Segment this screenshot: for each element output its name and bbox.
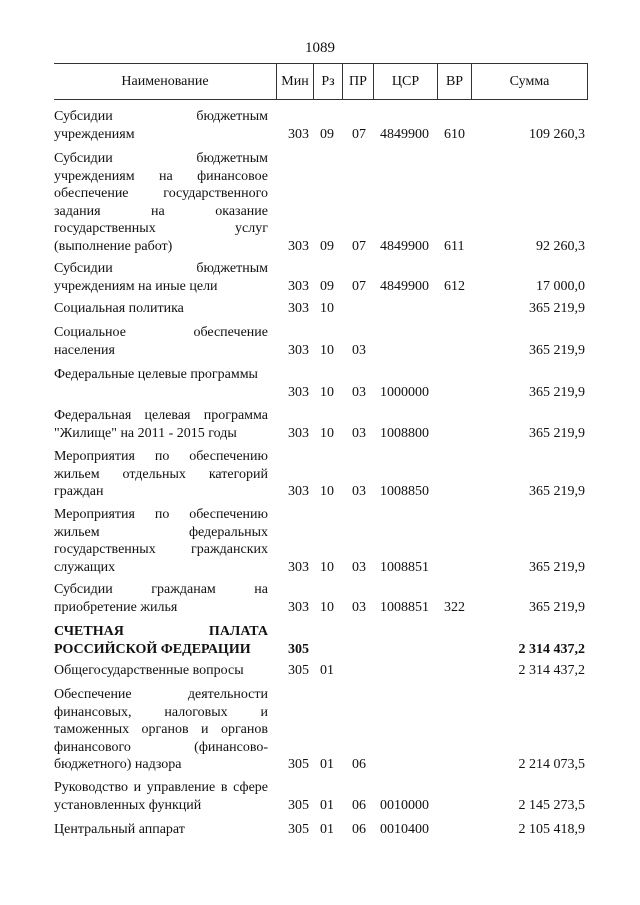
row-sum: 365 219,9 <box>529 342 585 358</box>
row-name: Субсидии гражданам на приобретение жилья <box>54 582 268 615</box>
page-number: 1089 <box>305 40 335 56</box>
header-sum: Сумма <box>471 64 588 99</box>
row-pr: 07 <box>352 238 366 254</box>
header-pr: ПР <box>342 64 373 99</box>
row-rz: 01 <box>320 757 334 772</box>
row-sum: 109 260,3 <box>529 126 585 142</box>
row-name: Социальная политика <box>54 301 184 316</box>
row-min: 305 <box>288 797 309 813</box>
row-sum: 365 219,9 <box>529 425 585 441</box>
row-csr: 1000000 <box>380 384 429 400</box>
row-min: 303 <box>288 278 309 294</box>
row-pr: 03 <box>352 599 366 615</box>
row-csr: 4849900 <box>380 278 429 294</box>
row-vr: 322 <box>444 599 465 615</box>
row-name: Мероприятия по обеспечению жильем отдельных категорий граждан <box>54 449 268 499</box>
row-sum: 365 219,9 <box>529 301 585 316</box>
row-min: 303 <box>288 384 309 400</box>
row-name: Федеральные целевые программы <box>54 367 258 382</box>
row-name: Центральный аппарат <box>54 822 185 837</box>
row-min: 303 <box>288 425 309 441</box>
row-rz: 10 <box>320 425 334 441</box>
header-vr: ВР <box>437 64 471 99</box>
row-csr: 4849900 <box>380 126 429 142</box>
row-sum: 2 145 273,5 <box>518 797 585 813</box>
header-rz: Рз <box>313 64 342 99</box>
row-sum: 365 219,9 <box>529 384 585 400</box>
row-rz: 01 <box>320 663 334 678</box>
row-rz: 10 <box>320 599 334 615</box>
row-rz: 10 <box>320 384 334 400</box>
row-name: Субсидии бюджетным учреждениям <box>54 109 268 142</box>
row-rz: 09 <box>320 278 334 294</box>
row-sum: 92 260,3 <box>536 238 585 254</box>
row-sum: 365 219,9 <box>529 599 585 615</box>
row-pr: 03 <box>352 559 366 575</box>
row-csr: 4849900 <box>380 238 429 254</box>
row-rz: 10 <box>320 484 334 499</box>
row-sum: 2 314 437,2 <box>518 641 585 657</box>
row-min: 305 <box>288 641 309 657</box>
row-name: СЧЕТНАЯ ПАЛАТА РОССИЙСКОЙ ФЕДЕРАЦИИ <box>54 624 268 657</box>
row-min: 303 <box>288 126 309 142</box>
row-rz: 10 <box>320 342 334 358</box>
row-sum: 2 214 073,5 <box>518 757 585 772</box>
row-min: 303 <box>288 301 309 316</box>
header-csr: ЦСР <box>373 64 437 99</box>
row-csr: 0010000 <box>380 797 429 813</box>
row-name: Мероприятия по обеспечению жильем федеральных государственных гражданских служащих <box>54 507 268 575</box>
row-sum: 365 219,9 <box>529 559 585 575</box>
row-min: 303 <box>288 342 309 358</box>
row-min: 303 <box>288 238 309 254</box>
row-pr: 07 <box>352 278 366 294</box>
row-min: 305 <box>288 663 309 678</box>
row-csr: 1008850 <box>380 484 429 499</box>
row-pr: 06 <box>352 757 366 772</box>
row-rz: 01 <box>320 822 334 837</box>
row-rz: 09 <box>320 126 334 142</box>
row-min: 305 <box>288 822 309 837</box>
table-header <box>54 63 588 100</box>
row-pr: 06 <box>352 797 366 813</box>
row-vr: 612 <box>444 278 465 294</box>
row-min: 305 <box>288 757 309 772</box>
row-csr: 1008800 <box>380 425 429 441</box>
row-vr: 610 <box>444 126 465 142</box>
row-pr: 03 <box>352 425 366 441</box>
row-pr: 03 <box>352 384 366 400</box>
row-min: 303 <box>288 599 309 615</box>
row-rz: 10 <box>320 301 334 316</box>
row-min: 303 <box>288 484 309 499</box>
row-csr: 1008851 <box>380 599 429 615</box>
header-name: Наименование <box>121 74 209 89</box>
row-sum: 2 314 437,2 <box>518 663 585 678</box>
row-pr: 07 <box>352 126 366 142</box>
row-sum: 17 000,0 <box>536 278 585 294</box>
row-name: Субсидии бюджетным учреждениям на финансовое обеспечение государственного задания на оказание государственных услуг (выполнение работ) <box>54 151 268 254</box>
row-pr: 03 <box>352 484 366 499</box>
row-rz: 09 <box>320 238 334 254</box>
row-name: Общегосударственные вопросы <box>54 663 244 678</box>
row-sum: 2 105 418,9 <box>518 822 585 837</box>
row-pr: 03 <box>352 342 366 358</box>
row-min: 303 <box>288 559 309 575</box>
row-csr: 0010400 <box>380 822 429 837</box>
row-sum: 365 219,9 <box>529 484 585 499</box>
row-name: Руководство и управление в сфере установленных функций <box>54 780 268 813</box>
row-pr: 06 <box>352 822 366 837</box>
row-vr: 611 <box>444 238 465 254</box>
row-name: Федеральная целевая программа "Жилище" на 2011 - 2015 годы <box>54 408 268 441</box>
row-name: Социальное обеспечение населения <box>54 325 268 358</box>
row-rz: 01 <box>320 797 334 813</box>
row-rz: 10 <box>320 559 334 575</box>
row-csr: 1008851 <box>380 559 429 575</box>
row-name: Обеспечение деятельности финансовых, налоговых и таможенных органов и органов финансового (финансово-бюджетного) надзора <box>54 687 268 772</box>
header-min: Мин <box>276 64 313 99</box>
row-name: Субсидии бюджетным учреждениям на иные цели <box>54 261 268 294</box>
